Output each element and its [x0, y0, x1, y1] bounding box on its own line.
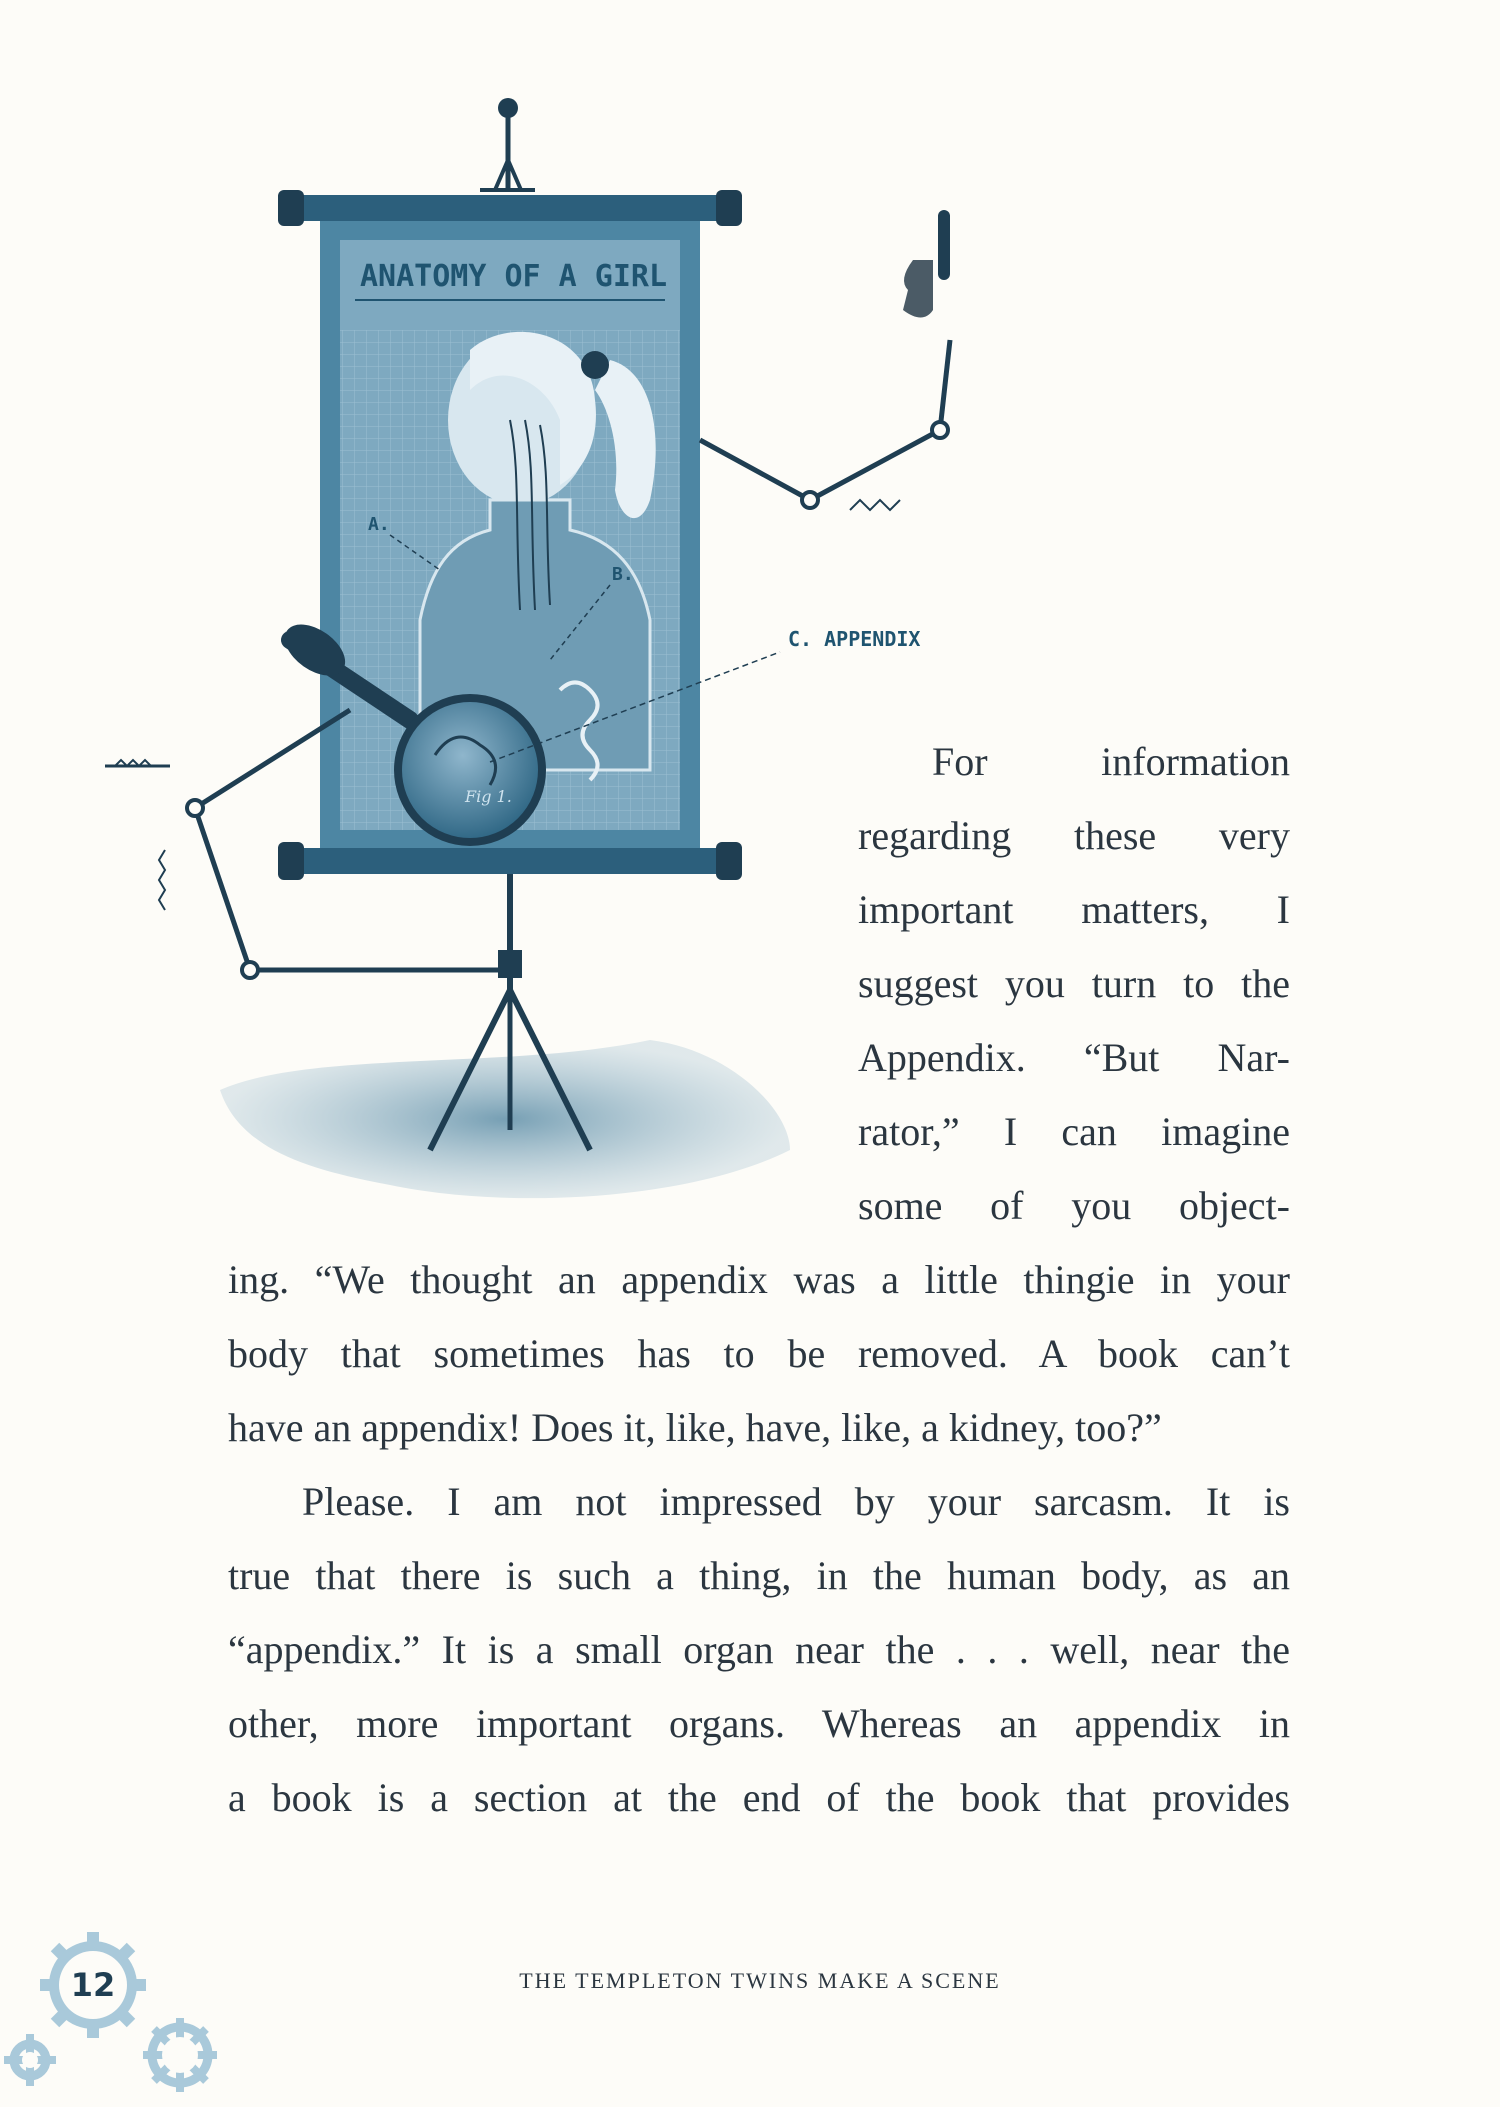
text-line: regarding these very — [858, 813, 1290, 858]
label-b: B. — [612, 564, 634, 585]
paragraph-start-line: Please. I am not impressed by your sarcasm. It is — [302, 1479, 1290, 1524]
text-line: true that there is such a thing, in the human body, as an — [228, 1553, 1290, 1598]
text-line: Appendix. “But Nar- — [858, 1035, 1290, 1080]
text-line: have an appendix! Does it, like, have, like, a kidney, too?” — [228, 1405, 1162, 1450]
ground-shadow — [220, 1040, 790, 1198]
hanger-hook — [480, 98, 535, 190]
tripod-stand — [430, 874, 590, 1150]
text-line: suggest you turn to the — [858, 961, 1290, 1006]
text-line: For information — [932, 739, 1290, 784]
running-head: THE TEMPLETON TWINS MAKE A SCENE — [519, 1968, 1001, 1993]
text-line: other, more important organs. Whereas an appendix in — [228, 1701, 1290, 1746]
page-number: 12 — [70, 1966, 116, 2004]
figure-caption: Fig 1. — [465, 787, 512, 806]
text-line: rator,” I can imagine — [858, 1109, 1290, 1154]
anatomy-poster-illustration — [90, 90, 970, 1240]
label-a: A. — [368, 514, 390, 535]
text-line: important matters, I — [858, 887, 1290, 932]
text-line: ing. “We thought an appendix was a little thingie in your — [228, 1257, 1290, 1302]
decorative-gears-icon — [0, 2000, 240, 2107]
text-line: a book is a section at the end of the book that provides — [228, 1775, 1290, 1820]
poster-title: ANATOMY OF A GIRL — [360, 259, 668, 294]
text-line: body that sometimes has to be removed. A book can’t — [228, 1331, 1290, 1376]
right-arm-pointing — [700, 210, 950, 510]
appendix-callout: C. APPENDIX — [788, 627, 921, 651]
text-column-right — [858, 725, 1290, 1243]
text-line: some of you object- — [858, 1183, 1290, 1228]
text-column-full — [228, 1243, 1290, 1835]
top-roller — [278, 190, 742, 226]
text-line: “appendix.” It is a small organ near the . . . well, near the — [228, 1627, 1290, 1672]
